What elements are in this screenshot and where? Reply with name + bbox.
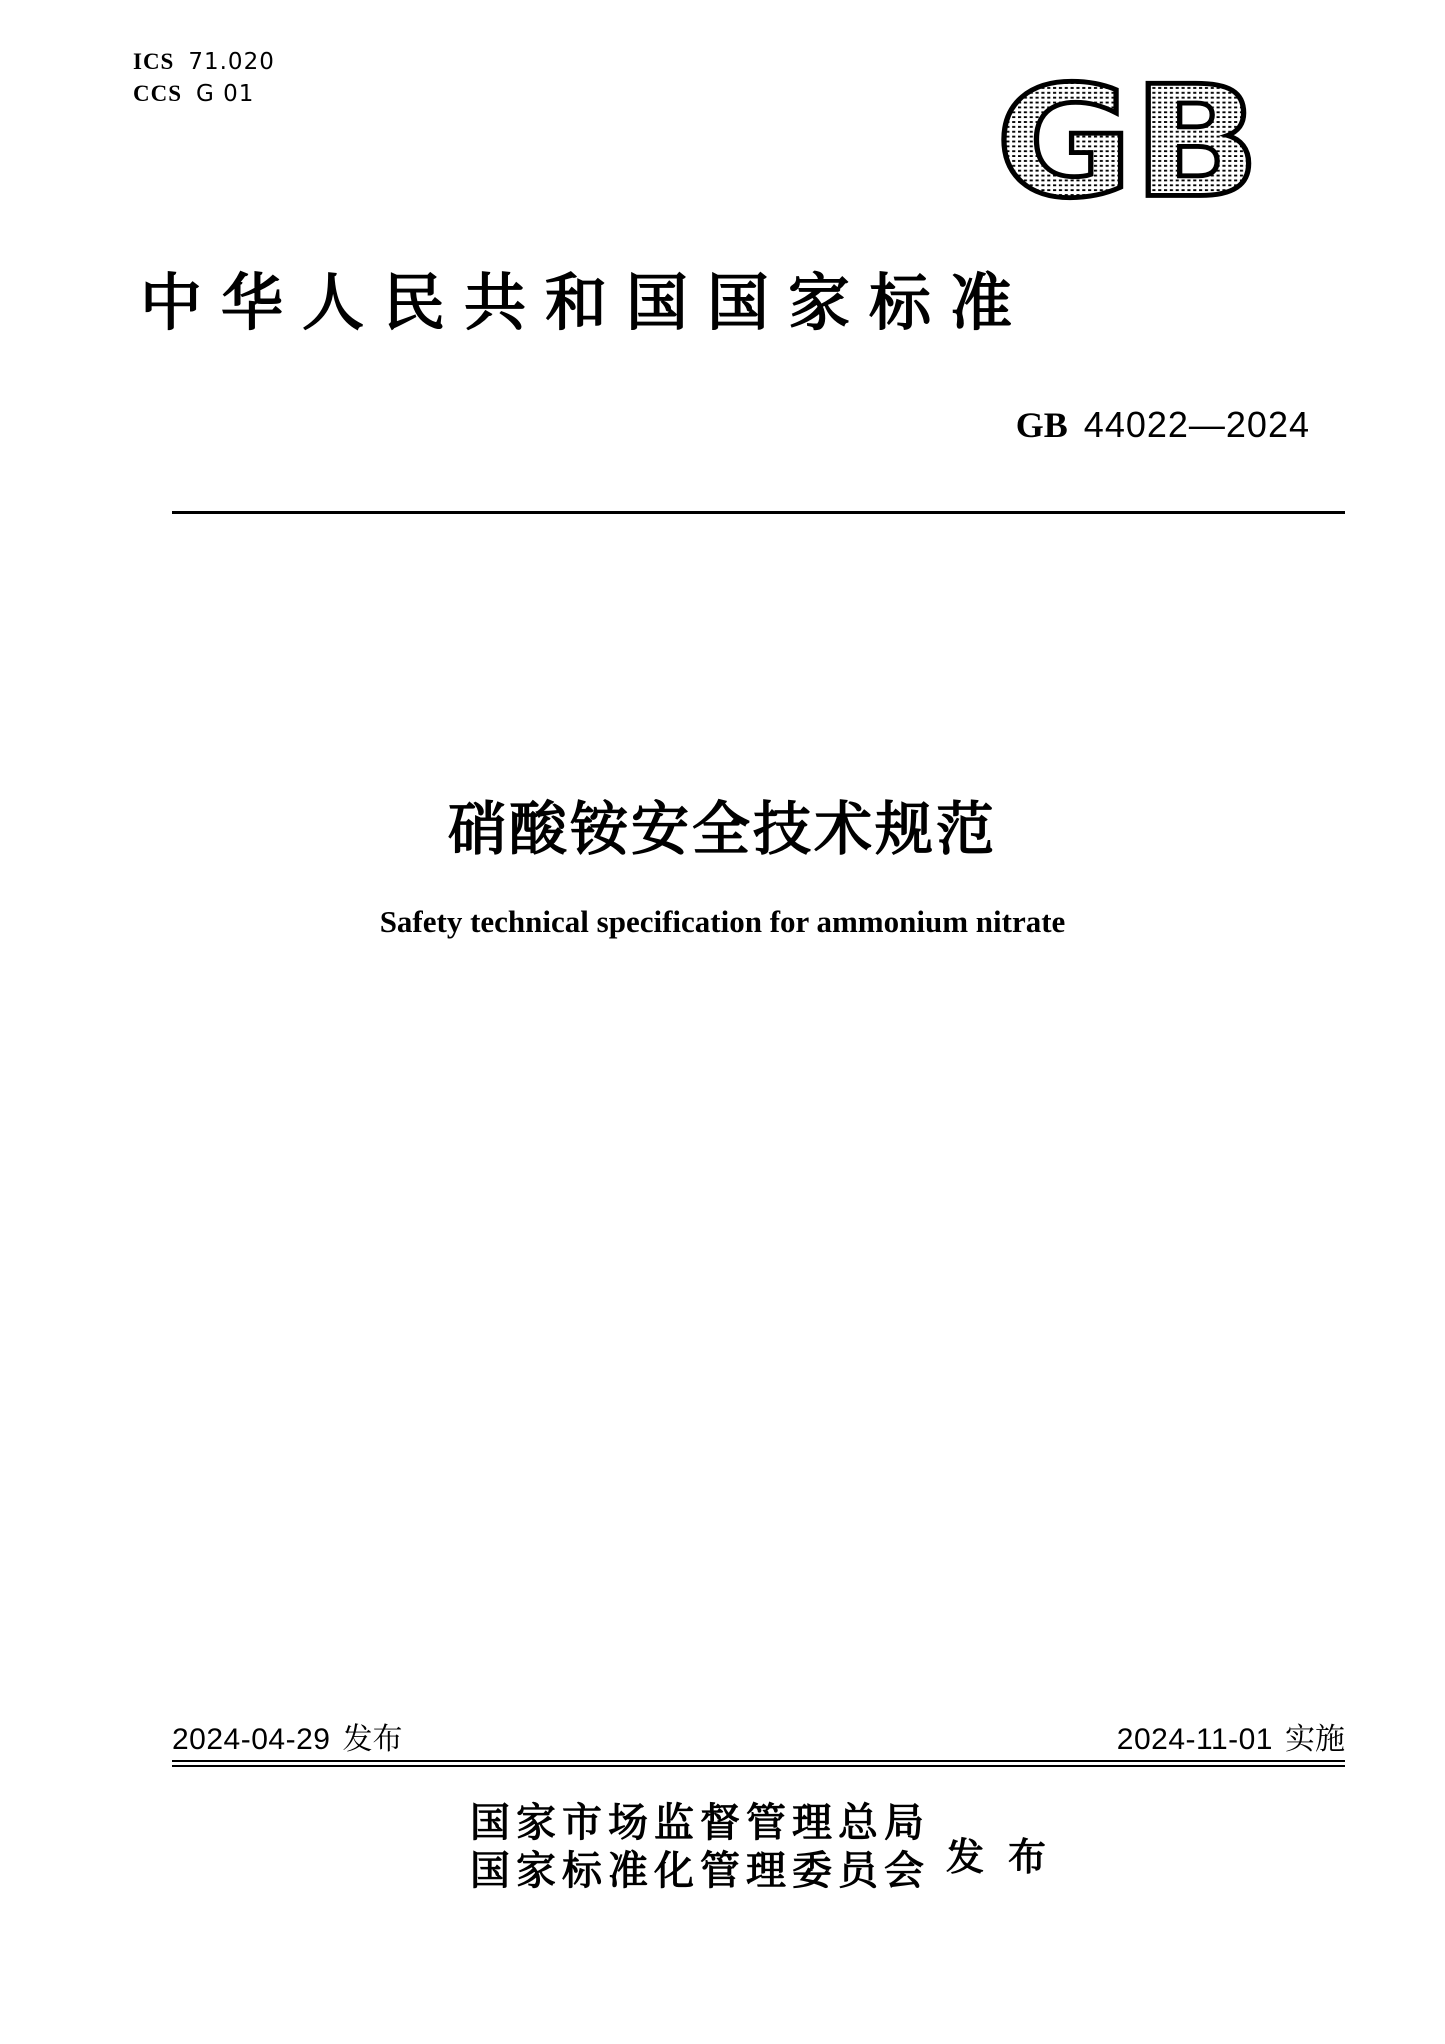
standard-code-number: 44022—2024 [1083, 404, 1310, 445]
ccs-label: CCS [133, 81, 183, 106]
issuer-line-1: 国家市场监督管理总局 [470, 1800, 930, 1845]
national-standard-title: 中华人民共和国国家标准 [140, 270, 1032, 338]
gb-logo-text: GB [995, 60, 1261, 218]
implementation-date-line [1117, 1714, 1345, 1758]
masthead-divider-rule [172, 511, 1345, 514]
standard-code [1016, 404, 1310, 446]
standard-code-prefix: GB [1015, 405, 1068, 445]
implementation-date-label: 实施 [1285, 1723, 1345, 1756]
classification-codes [133, 46, 275, 110]
issue-date-label: 发布 [342, 1723, 403, 1756]
issue-date: 2024-04-29 [172, 1723, 331, 1756]
ics-label: ICS [133, 49, 175, 74]
publish-label: 发布 [946, 1837, 1071, 1879]
document-title-chinese: 硝酸铵安全技术规范 [447, 795, 997, 863]
issuer-line-2: 国家标准化管理委员会 [470, 1848, 930, 1893]
implementation-date: 2024-11-01 [1116, 1723, 1273, 1756]
issuing-bodies [470, 1799, 930, 1895]
ics-value: 71.020 [188, 49, 275, 75]
gb-logo-icon [982, 60, 1274, 218]
document-title-english: Safety technical specification for ammonium nitrate [379, 904, 1066, 939]
ccs-line [133, 78, 275, 110]
issue-date-line [172, 1714, 402, 1758]
dates-row [172, 1714, 1345, 1758]
ccs-value: G 01 [196, 81, 255, 107]
ics-line [133, 46, 275, 78]
footer-double-rule [172, 1760, 1345, 1767]
